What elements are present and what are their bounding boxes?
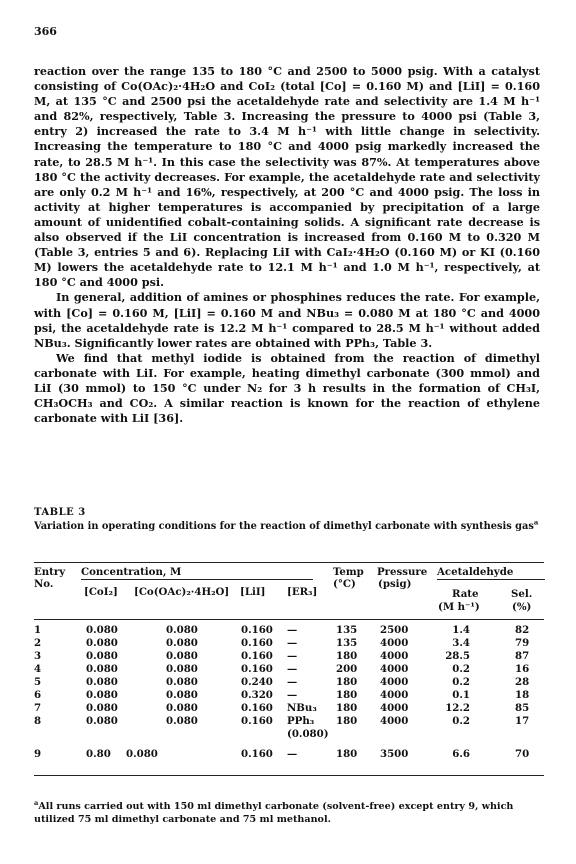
- cell-coi2: 0.080: [86, 702, 118, 714]
- cell-rate: 0.2: [452, 663, 470, 675]
- cell-lii: 0.160: [241, 624, 273, 636]
- cell-temp: 135: [336, 637, 358, 649]
- cell-er3: —: [287, 637, 298, 649]
- cell-cooac: 0.080: [166, 715, 198, 727]
- cell-sel: 28: [515, 676, 530, 688]
- cell-pressure: 4000: [380, 637, 409, 649]
- header-cooac: [Co(OAc)₂·4H₂O]: [134, 586, 230, 598]
- table-footnote: [34, 800, 546, 826]
- cell-temp: 135: [336, 624, 358, 636]
- cell-coi2: 0.080: [86, 624, 118, 636]
- cell-coi2: 0.080: [86, 663, 118, 675]
- cell-lii: 0.160: [241, 650, 273, 662]
- table-header-rule: [34, 619, 544, 620]
- table-label: TABLE 3: [34, 507, 86, 518]
- cell-er3: PPh₃: [287, 715, 315, 727]
- acetaldehyde-underline: [437, 579, 545, 580]
- cell-rate: 1.4: [452, 624, 470, 636]
- footnote-mark: a: [34, 798, 39, 807]
- cell-pressure: 4000: [380, 702, 409, 714]
- cell-temp: 180: [336, 676, 358, 688]
- cell-sel: 82: [515, 624, 530, 636]
- cell-sel: 17: [515, 715, 530, 727]
- paragraph-1: reaction over the range 135 to 180 °C and 2500 to 5000 psig. With a catalyst consisting of Co(OAc)₂·4H₂O and CoI₂ (total [Co] = 0.160 M) and [LiI] = 0.160 M, at 135 °C and 2500 psi the acetaldehyde rate and selectivity are 1.4 M h⁻¹ and 82%, respectively, Table 3. Increasing the pressure to 4000 psi (Table 3, entry 2) increased the rate to 3.4 M h⁻¹ with little change in selectivity. Increasing the temperature to 180 °C and 4000 psig markedly increased the rate, to 28.5 M h⁻¹. In this case the selectivity was 87%. At temperatures above 180 °C the activity decreases. For example, the acetaldehyde rate and selectivity are only 0.2 M h⁻¹ and 16%, respectively, at 200 °C and 4000 psig. The loss in activity at higher temperatures is accompanied by precipitation of a large amount of unidentified cobalt-containing solids. A significant rate decrease is also observed if the LiI concentration is increased from 0.160 M to 0.320 M (Table 3, entries 5 and 6). Replacing LiI with CaI₂·4H₂O (0.160 M) or KI (0.160 M) lowers the acetaldehyde rate to 12.1 M h⁻¹ and 1.0 M h⁻¹, respectively, at 180 °C and 4000 psi.: [34, 64, 540, 290]
- cell-entry: 2: [34, 637, 42, 649]
- cell-pressure: 4000: [380, 663, 409, 675]
- cell-entry: 9: [34, 748, 42, 760]
- cell-cooac: 0.080: [166, 650, 198, 662]
- header-entry: Entry: [34, 566, 66, 578]
- cell-er3: —: [287, 748, 298, 760]
- cell-temp: 200: [336, 663, 358, 675]
- cell-er3: —: [287, 624, 298, 636]
- cell-er3: —: [287, 689, 298, 701]
- cell-entry: 6: [34, 689, 42, 701]
- cell-temp: 180: [336, 748, 358, 760]
- cell-lii: 0.240: [241, 676, 273, 688]
- header-rate-unit: (M h⁻¹): [438, 601, 480, 613]
- cell-temp: 180: [336, 715, 358, 727]
- table-caption: [34, 518, 540, 534]
- cell-entry: 1: [34, 624, 42, 636]
- concentration-underline: [81, 579, 313, 580]
- cell-coi2: 0.80: [86, 748, 111, 760]
- cell-pressure: 4000: [380, 650, 409, 662]
- cell-lii: 0.160: [241, 663, 273, 675]
- cell-sel: 79: [515, 637, 530, 649]
- cell-sel: 87: [515, 650, 530, 662]
- cell-rate: 0.2: [452, 676, 470, 688]
- paragraph-3: We find that methyl iodide is obtained from the reaction of dimethyl carbonate with LiI. For example, heating dimethyl carbonate (300 mmol) and LiI (30 mmol) to 150 °C under N₂ for 3 h results in the formation of CH₃I, CH₃OCH₃ and CO₂. A similar reaction is known for the reaction of ethylene carbonate with LiI [36].: [34, 350, 540, 426]
- cell-cooac: 0.080: [166, 663, 198, 675]
- table-caption-text: Variation in operating conditions for the reaction of dimethyl carbonate with synthesis gas: [34, 521, 534, 532]
- cell-entry: 3: [34, 650, 42, 662]
- cell-temp: 180: [336, 689, 358, 701]
- cell-sel: 70: [515, 748, 530, 760]
- cell-coi2: 0.080: [86, 689, 118, 701]
- cell-pressure: 4000: [380, 715, 409, 727]
- cell-rate: 0.2: [452, 715, 470, 727]
- header-temp-unit: (°C): [333, 578, 356, 590]
- cell-er3: —: [287, 650, 298, 662]
- header-pressure: Pressure: [377, 566, 428, 578]
- header-temp: Temp: [333, 566, 364, 578]
- cell-coi2: 0.080: [86, 650, 118, 662]
- cell-er3: NBu₃: [287, 702, 317, 714]
- cell-pressure: 4000: [380, 689, 409, 701]
- cell-sel: 16: [515, 663, 530, 675]
- cell-cooac: 0.080: [126, 748, 158, 760]
- header-pressure-unit: (psig): [378, 578, 412, 590]
- cell-coi2: 0.080: [86, 715, 118, 727]
- header-no: No.: [34, 578, 54, 590]
- cell-entry: 8: [34, 715, 42, 727]
- cell-entry: 5: [34, 676, 42, 688]
- cell-rate: 3.4: [452, 637, 470, 649]
- cell-rate: 0.1: [452, 689, 470, 701]
- cell-cooac: 0.080: [166, 637, 198, 649]
- cell-lii: 0.160: [241, 702, 273, 714]
- table-bottom-rule: [34, 775, 544, 776]
- cell-pressure: 2500: [380, 624, 409, 636]
- cell-rate: 12.2: [445, 702, 470, 714]
- header-coi2: [CoI₂]: [84, 586, 118, 598]
- footnote-text: All runs carried out with 150 ml dimethyl carbonate (solvent-free) except entry 9, which utilized 75 ml dimethyl carbonate and 75 ml methanol.: [34, 801, 514, 825]
- cell-lii: 0.160: [241, 748, 273, 760]
- caption-footnote-mark: a: [533, 518, 539, 527]
- header-lii: [LiI]: [240, 586, 266, 598]
- header-sel-unit: (%): [512, 601, 532, 613]
- page-number: 366: [34, 25, 57, 38]
- cell-er3: —: [287, 663, 298, 675]
- cell-pressure: 4000: [380, 676, 409, 688]
- cell-cooac: 0.080: [166, 676, 198, 688]
- cell-temp: 180: [336, 650, 358, 662]
- header-er3: [ER₃]: [287, 586, 318, 598]
- cell-entry: 4: [34, 663, 42, 675]
- header-acetaldehyde: Acetaldehyde: [437, 566, 514, 578]
- cell-coi2: 0.080: [86, 676, 118, 688]
- table-top-rule: [34, 562, 544, 563]
- cell-rate: 6.6: [452, 748, 470, 760]
- cell-pressure: 3500: [380, 748, 409, 760]
- cell-cooac: 0.080: [166, 702, 198, 714]
- cell-er3: —: [287, 676, 298, 688]
- cell-lii: 0.320: [241, 689, 273, 701]
- cell-cooac: 0.080: [166, 689, 198, 701]
- cell-sel: 18: [515, 689, 530, 701]
- cell-cooac: 0.080: [166, 624, 198, 636]
- cell-sel: 85: [515, 702, 530, 714]
- cell-coi2: 0.080: [86, 637, 118, 649]
- cell-lii: 0.160: [241, 637, 273, 649]
- header-rate: Rate: [452, 588, 479, 600]
- cell-er3-concentration: (0.080): [287, 728, 329, 740]
- header-concentration: Concentration, M: [81, 566, 182, 578]
- body-text: [34, 64, 540, 426]
- paragraph-2: In general, addition of amines or phosphines reduces the rate. For example, with [Co] = 0.160 M, [LiI] = 0.160 M and NBu₃ = 0.080 M at 180 °C and 4000 psi, the acetaldehyde rate is 12.2 M h⁻¹ compared to 28.5 M h⁻¹ without added NBu₃. Significantly lower rates are obtained with PPh₃, Table 3.: [34, 290, 540, 350]
- cell-rate: 28.5: [445, 650, 470, 662]
- header-sel: Sel.: [511, 588, 533, 600]
- cell-entry: 7: [34, 702, 42, 714]
- cell-lii: 0.160: [241, 715, 273, 727]
- cell-temp: 180: [336, 702, 358, 714]
